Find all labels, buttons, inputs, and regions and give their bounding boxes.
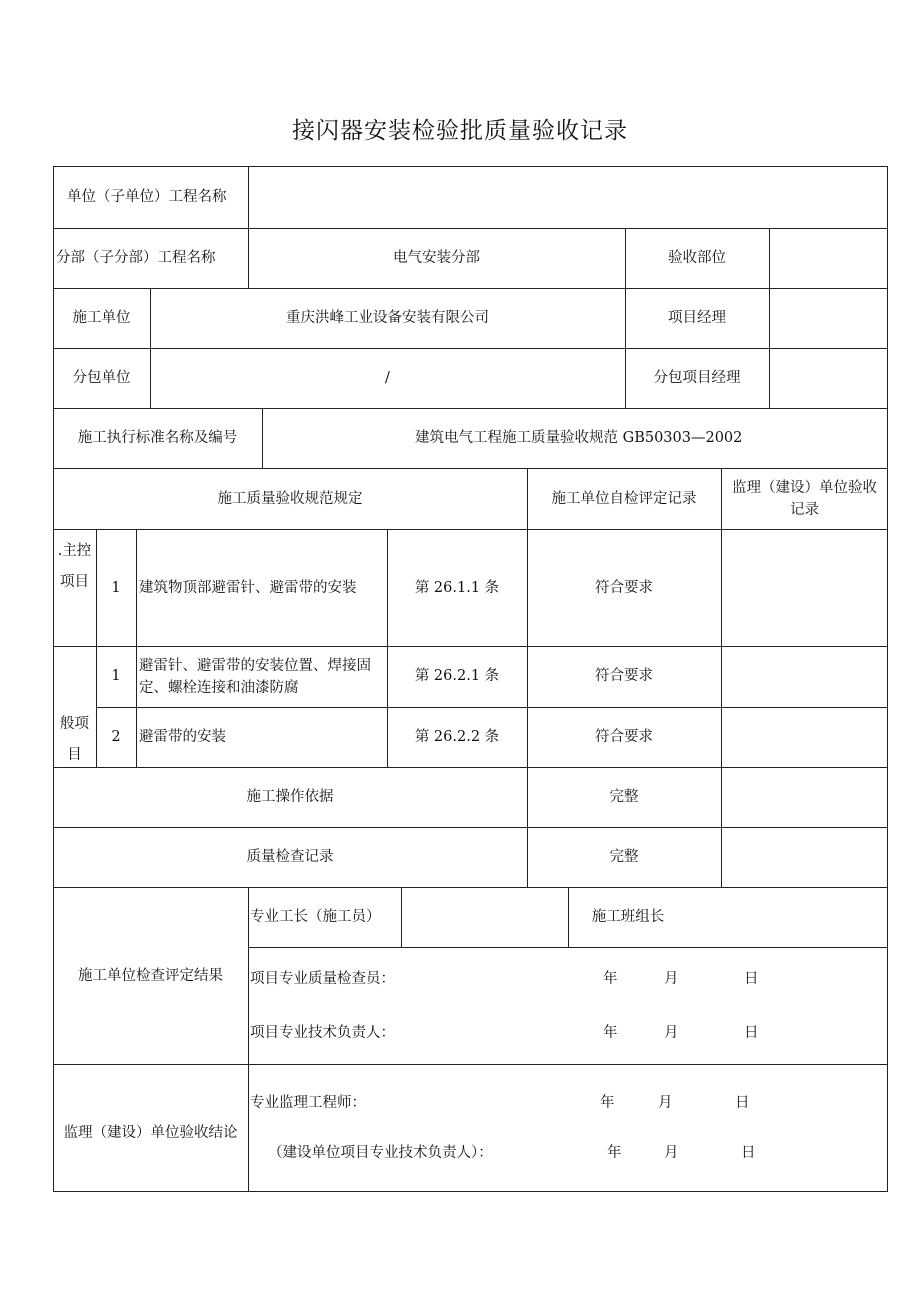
grid-line [53,529,888,530]
general-label-line1: 般项 [60,716,89,732]
sub-project-manager-label: 分包项目经理 [653,370,741,386]
team-leader-label: 施工班组长 [591,909,665,925]
grid-line [769,228,770,408]
main-item-result[interactable]: 符合要求 [595,580,653,596]
standard-value[interactable]: 建筑电气工程施工质量验收规范 GB50303—2002 [415,430,743,446]
grid-line [721,468,722,887]
date-day: 日 [741,1145,756,1161]
standard-label: 施工执行标准名称及编号 [77,430,238,446]
date-year: 年 [603,971,618,987]
general-item-description: 避雷带的安装 [139,729,226,745]
general-item-number: 2 [111,729,121,745]
date-year: 年 [603,1025,618,1041]
supervision-column-header-line2: 记录 [790,502,819,518]
grid-line [401,887,402,947]
grid-line [248,947,888,948]
date-year: 年 [600,1095,615,1111]
general-item-result[interactable]: 符合要求 [595,668,653,684]
general-item-number: 1 [111,668,121,684]
subcontractor-label: 分包单位 [72,370,131,386]
grid-line [53,228,888,229]
main-item-description: 建筑物顶部避雷针、避雷带的安装 [139,580,357,596]
supervision-engineer-label: 专业监理工程师： [250,1095,366,1111]
grid-line [53,1064,888,1065]
operation-basis-value[interactable]: 完整 [609,789,639,805]
grid-line [96,707,888,708]
grid-line [53,288,888,289]
grid-line [248,166,249,288]
spec-column-header: 施工质量验收规范规定 [217,491,363,507]
quality-record-label: 质量检查记录 [246,849,334,865]
contractor-check-label: 施工单位检查评定结果 [78,968,223,984]
grid-line [150,288,151,408]
self-check-column-header: 施工单位自检评定记录 [551,491,697,507]
general-item-clause: 第 26.2.1 条 [414,668,500,684]
tech-lead-label: 项目专业技术负责人： [250,1025,395,1041]
supervision-label: 监理（建设）单位验收结论 [63,1125,238,1141]
quality-record-value[interactable]: 完整 [609,849,639,865]
general-item-description-line2: 定、螺栓连接和油漆防腐 [139,680,299,696]
grid-line [53,468,888,469]
main-control-label-line1: .主控 [57,543,92,559]
date-year: 年 [607,1145,622,1161]
project-manager-label: 项目经理 [668,310,726,326]
subcontractor-value[interactable]: / [385,370,390,386]
date-month: 月 [664,1145,679,1161]
general-item-clause: 第 26.2.2 条 [414,729,500,745]
grid-line [53,348,888,349]
grid-line [53,767,888,768]
contractor-label: 施工单位 [72,310,131,326]
date-month: 月 [664,971,679,987]
date-month: 月 [664,1025,679,1041]
main-item-number: 1 [111,580,121,596]
inspector-label: 项目专业质量检查员： [250,971,395,987]
grid-line [53,827,888,828]
date-month: 月 [658,1095,673,1111]
division-value[interactable]: 电气安装分部 [393,250,480,266]
supervision-column-header-line1: 监理（建设）单位验收 [732,480,877,496]
grid-line [248,887,249,1192]
acceptance-part-label: 验收部位 [668,250,726,266]
main-item-clause: 第 26.1.1 条 [414,580,500,596]
grid-line [262,408,263,468]
date-day: 日 [744,971,759,987]
operation-basis-label: 施工操作依据 [246,789,334,805]
owner-tech-lead-label: （建设单位项目专业技术负责人）： [268,1145,493,1161]
grid-line [53,887,888,888]
general-item-description-line1: 避雷针、避雷带的安装位置、焊接固 [139,658,371,674]
unit-project-label: 单位（子单位）工程名称 [67,189,227,205]
main-control-label-line2: 项目 [60,574,89,590]
contractor-value[interactable]: 重庆洪峰工业设备安装有限公司 [286,310,489,326]
page-title: 接闪器安装检验批质量验收记录 [292,118,628,144]
foreman-label: 专业工长（施工员） [250,909,381,925]
division-label: 分部（子分部）工程名称 [56,250,216,266]
general-label-line2: 目 [67,747,82,763]
grid-line [136,529,137,767]
grid-line [53,646,888,647]
date-day: 日 [735,1095,750,1111]
grid-line [53,408,888,409]
date-day: 日 [744,1025,759,1041]
general-item-result[interactable]: 符合要求 [595,729,653,745]
